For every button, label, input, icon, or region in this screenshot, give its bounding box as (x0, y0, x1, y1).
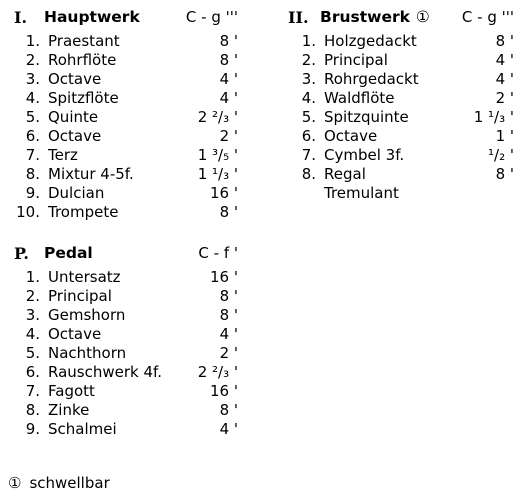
stop-number: 7. (301, 146, 316, 164)
stop-row (6, 382, 238, 401)
stop-name: Octave (324, 127, 378, 145)
stop-number: 9. (25, 420, 40, 438)
stop-row (6, 268, 238, 287)
stop-row (282, 89, 514, 108)
stop-name: Quinte (48, 108, 99, 126)
stop-row (282, 108, 514, 127)
division-name: Hauptwerk (44, 8, 140, 26)
stop-row (6, 146, 238, 165)
stop-row (6, 108, 238, 127)
stop-name: Rohrflöte (48, 51, 117, 69)
stop-name: Untersatz (48, 268, 121, 286)
stop-pitch: 4 ' (219, 70, 238, 88)
stop-row (282, 146, 514, 165)
stop-name: Zinke (48, 401, 90, 419)
stop-name: Rauschwerk 4f. (48, 363, 162, 381)
stop-pitch: 4 ' (219, 420, 238, 438)
stop-number: 2. (25, 287, 40, 305)
stop-number: 3. (301, 70, 316, 88)
stop-row (6, 184, 238, 203)
stop-pitch: 16 ' (210, 382, 238, 400)
stop-number: 2. (25, 51, 40, 69)
stop-pitch: 8 ' (219, 401, 238, 419)
stop-number: 3. (25, 306, 40, 324)
stop-pitch: 4 ' (219, 89, 238, 107)
division-brustwerk (282, 8, 514, 203)
stop-row (282, 70, 514, 89)
stop-row (6, 325, 238, 344)
stop-row (6, 344, 238, 363)
stop-number: 9. (25, 184, 40, 202)
stop-name: Octave (48, 70, 102, 88)
swell-marker-icon: ① (415, 8, 430, 26)
stop-pitch: 8 ' (219, 306, 238, 324)
stop-number: 8. (301, 165, 316, 183)
division-range: C - f ' (198, 244, 238, 262)
stop-row (6, 127, 238, 146)
stop-name: Mixtur 4-5f. (48, 165, 134, 183)
stop-row (282, 51, 514, 70)
footnote-text: schwellbar (29, 474, 110, 492)
stop-pitch: 1 ' (495, 127, 514, 145)
stop-number: 2. (301, 51, 316, 69)
stop-pitch: 2 ²/₃ ' (197, 363, 238, 381)
stop-pitch: 16 ' (210, 184, 238, 202)
stop-name: Praestant (48, 32, 120, 50)
stop-name: Rohrgedackt (324, 70, 419, 88)
stop-number: 1. (301, 32, 316, 50)
division-hauptwerk (6, 8, 238, 222)
stop-pitch: 2 ' (219, 127, 238, 145)
stop-row (6, 32, 238, 51)
division-range: C - g ''' (185, 8, 238, 26)
stop-pitch: 16 ' (210, 268, 238, 286)
stop-number: 7. (25, 382, 40, 400)
stop-row (282, 184, 514, 203)
stop-name: Spitzquinte (324, 108, 409, 126)
stop-row (6, 70, 238, 89)
stop-pitch: 4 ' (219, 325, 238, 343)
stop-list (282, 32, 514, 203)
division-pedal (6, 244, 238, 439)
stop-name: Principal (48, 287, 112, 305)
stop-number: 5. (25, 344, 40, 362)
stop-name: Octave (48, 127, 102, 145)
stop-row (6, 401, 238, 420)
stop-name: Regal (324, 165, 366, 183)
stop-row (282, 32, 514, 51)
division-name: Brustwerk ① (320, 8, 430, 26)
division-header (282, 8, 514, 30)
stop-pitch: 8 ' (219, 32, 238, 50)
stop-row (6, 51, 238, 70)
stop-name: Trompete (48, 203, 119, 221)
stop-row (6, 287, 238, 306)
stop-name: Dulcian (48, 184, 105, 202)
stop-number: 8. (25, 401, 40, 419)
stop-name: Schalmei (48, 420, 117, 438)
division-header (6, 244, 238, 266)
stop-pitch: 8 ' (219, 203, 238, 221)
stop-name: Gemshorn (48, 306, 126, 324)
swell-marker-icon: ① (8, 474, 22, 492)
stop-name: Principal (324, 51, 388, 69)
stop-name: Fagott (48, 382, 95, 400)
stop-row (6, 165, 238, 184)
stop-pitch: 8 ' (495, 165, 514, 183)
stop-number: 5. (301, 108, 316, 126)
stop-name: Octave (48, 325, 102, 343)
stop-pitch: 8 ' (495, 32, 514, 50)
stop-pitch: 8 ' (219, 51, 238, 69)
stop-number: 6. (25, 127, 40, 145)
stop-row (6, 203, 238, 222)
stop-number: 5. (25, 108, 40, 126)
stop-pitch: 8 ' (219, 287, 238, 305)
stop-name: Terz (48, 146, 78, 164)
stop-name: Spitzflöte (48, 89, 119, 107)
stop-row (6, 420, 238, 439)
stop-number: 7. (25, 146, 40, 164)
stop-row (6, 306, 238, 325)
stop-pitch: 4 ' (495, 70, 514, 88)
division-numeral: I. (14, 8, 28, 27)
stop-row (6, 363, 238, 382)
stop-row (6, 89, 238, 108)
stop-number: 6. (301, 127, 316, 145)
stop-number: 4. (301, 89, 316, 107)
division-numeral: II. (288, 8, 309, 27)
stop-pitch: 2 ' (495, 89, 514, 107)
division-header (6, 8, 238, 30)
stop-number: 3. (25, 70, 40, 88)
division-numeral: P. (14, 244, 29, 263)
stop-pitch: 4 ' (495, 51, 514, 69)
footnote (8, 474, 110, 492)
division-range: C - g ''' (461, 8, 514, 26)
division-name: Pedal (44, 244, 93, 262)
stop-number: 10. (16, 203, 40, 221)
stop-number: 8. (25, 165, 40, 183)
stop-name: Holzgedackt (324, 32, 417, 50)
stop-number: 1. (25, 268, 40, 286)
stop-name: Tremulant (324, 184, 399, 202)
stop-pitch: 2 ' (219, 344, 238, 362)
stop-pitch: ¹/₂ ' (488, 146, 514, 164)
stop-row (282, 127, 514, 146)
stop-name: Waldflöte (324, 89, 395, 107)
stop-row (282, 165, 514, 184)
stop-pitch: 1 ³/₅ ' (197, 146, 238, 164)
stop-number: 1. (25, 32, 40, 50)
stop-pitch: 1 ¹/₃ ' (197, 165, 238, 183)
stop-list (6, 268, 238, 439)
stop-number: 4. (25, 89, 40, 107)
stop-number: 4. (25, 325, 40, 343)
stop-name: Nachthorn (48, 344, 127, 362)
stop-pitch: 1 ¹/₃ ' (473, 108, 514, 126)
stop-list (6, 32, 238, 222)
stop-name: Cymbel 3f. (324, 146, 405, 164)
stop-number: 6. (25, 363, 40, 381)
stop-pitch: 2 ²/₃ ' (197, 108, 238, 126)
